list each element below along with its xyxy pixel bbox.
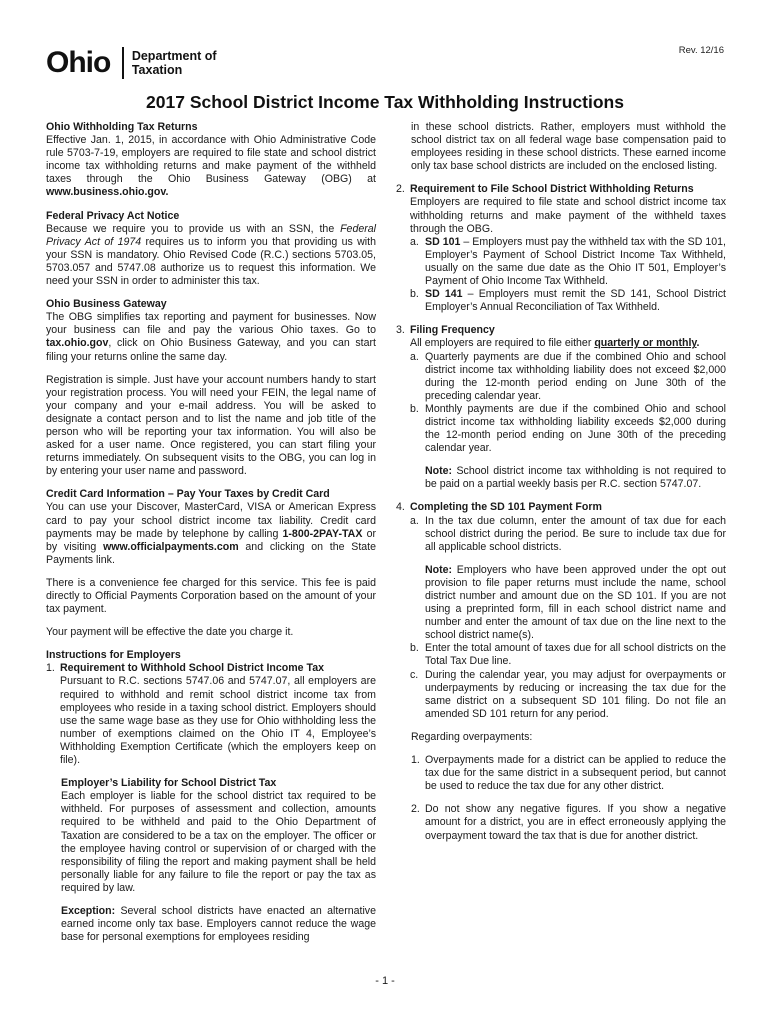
logo-divider bbox=[122, 47, 124, 79]
paragraph: Because we require you to provide us with an SSN, the Federal Privacy Act of 1974 requires us to inform you that providing us with your SSN is mandatory. Ohio Revised Code (R.C.) sections 5703.05, 5703.057 and 5747.08 authorize us to request this information. We need your SSN in order to administer this tax. bbox=[46, 222, 376, 288]
left-column bbox=[46, 121, 376, 954]
revision-date: Rev. 12/16 bbox=[678, 45, 724, 56]
paragraph: There is a convenience fee charged for this service. This fee is paid directly to Official Payments Corporation based on the amount of your tax payment. bbox=[46, 576, 376, 616]
tax-ohio-link[interactable]: tax.ohio.gov bbox=[46, 337, 109, 350]
section-withholding-returns bbox=[46, 121, 376, 200]
section-heading: Ohio Withholding Tax Returns bbox=[46, 121, 198, 133]
paragraph: Effective Jan. 1, 2015, in accordance with Ohio Administrative Code rule 5703-7-19, employers are required to file state and school district income tax withholding returns and make payment of the withheld taxes through the Ohio Business Gateway (OBG) at www.business.ohio.gov. bbox=[46, 134, 376, 199]
list-item-overpayment: 2. Do not show any negative figures. If you show a negative amount for a district, you are in effect erroneously applying the overpayment toward the tax that is due for another district. bbox=[411, 803, 726, 842]
sub-item: b. Monthly payments are due if the combined Ohio and school district income tax withholding liability exceeds $2,000 during the 12-month period ending on June 30th of the preceding calendar year. bbox=[410, 402, 726, 455]
note: Note: School district income tax withholding is not required to be paid on a partial weekly basis per R.C. section 5747.07. bbox=[425, 465, 726, 491]
list-item: 1. Requirement to Withhold School District Income Tax Pursuant to R.C. sections 5747.06 and 5747.07, all employers are required to withhold and remit school district income tax from employees who reside in a taxing school district. Employers should use the same wage base as they use for Ohio withholding less the number of exemptions claimed on the Ohio IT 4, Employee’s Withholding Exemption Certificate (which the employers keep on file). bbox=[46, 662, 376, 767]
logo-dept-line1: Department of bbox=[131, 49, 217, 63]
section-heading: Federal Privacy Act Notice bbox=[46, 209, 180, 222]
section-heading: Regarding overpayments: bbox=[411, 730, 533, 743]
sub-item: b. SD 141 – Employers must remit the SD 141, School District Employer’s Annual Reconciliation of Tax Withheld. bbox=[410, 288, 726, 314]
ohio-taxation-logo bbox=[46, 46, 217, 80]
sub-item: b. Enter the total amount of taxes due for all school districts on the Total Tax Due line. bbox=[410, 642, 726, 668]
paragraph: Do not show any negative figures. If you show a negative amount for a district, you are in effect erroneously applying the overpayment toward the tax that is due for another district. bbox=[425, 803, 726, 842]
paragraph: All employers are required to file either quarterly or monthly. bbox=[410, 337, 700, 350]
section-payment-effective bbox=[46, 626, 376, 639]
list-item-filing-requirement: 2. Requirement to File School District Withholding Returns Employers are required to file state and school district income tax withholding returns and make payment of the withheld taxes through the OBG. a. SD 101 – Employers must pay the withheld tax with the SD 101, Employer’s Payment of School District Income Tax Withheld, usually on the same due date as the Ohio IT 501, Employer’s Payment of Ohio Income Tax Withheld. b. SD 141 – Employers must remit the SD 141, School District Employer’s Annual Reconciliation of Tax Withheld. bbox=[396, 183, 726, 314]
paragraph: Overpayments made for a district can be applied to reduce the tax due for the same district in a subsequent period, but cannot be used to reduce the tax due for any other district. bbox=[425, 754, 726, 793]
right-column bbox=[396, 121, 726, 853]
paragraph: Each employer is liable for the school district tax required to be withheld. For purposes of assessment and collection, amounts required to be withheld and paid to the Ohio Department of Taxation are considered to be a tax on the employer. The officer or the employee having control or supervision of or charged with the responsibility of filing the report and making payment shall be held personally liable for any failure to file the report or pay the tax as required by law. bbox=[61, 790, 376, 894]
section-exception bbox=[46, 905, 376, 944]
section-convenience-fee bbox=[46, 577, 376, 616]
sub-item: a. SD 101 – Employers must pay the withheld tax with the SD 101, Employer’s Payment of School District Income Tax Withheld, usually on the same due date as the Ohio IT 501, Employer’s Payment of Ohio Income Tax Withheld. bbox=[410, 235, 726, 288]
section-employer-instructions bbox=[46, 649, 376, 767]
phone-number: 1-800-2PAY-TAX bbox=[282, 527, 363, 540]
section-credit-card bbox=[46, 488, 376, 567]
paragraph: Registration is simple. Just have your account numbers handy to start your registration process. You will need your FEIN, the legal name of your company and your e-mail address. You will be asked to designate a contact person and to list the name and job title of the person who will be reporting your tax information. You will also be asked for a user name. Once registered, you can start filing your returns immediately. On subsequent visits to the OBG, you can log in by entering your user name and password. bbox=[46, 373, 376, 478]
item-heading: Completing the SD 101 Payment Form bbox=[410, 501, 602, 514]
note: Note: Employers who have been approved under the opt out provision to file paper returns must include the name, school district number and amount due on the SD 101. If you are not using a preprinted form, fill in each school district name and number and enter the amount of tax due on the line next to the school district name(s). bbox=[425, 563, 726, 642]
item-heading: Requirement to Withhold School District Income Tax bbox=[60, 662, 324, 675]
section-employer-liability bbox=[46, 777, 376, 895]
logo-wordmark: Ohio bbox=[46, 46, 111, 79]
sub-item: a. Quarterly payments are due if the combined Ohio and school district income tax withholding liability does not exceed $2,000 during the 12-month period ending on June 30th of the preceding calendar year. bbox=[410, 350, 726, 402]
section-overpayments bbox=[396, 731, 726, 744]
paragraph: Employers are required to file state and school district income tax withholding returns and make payment of the withheld taxes through the OBG. bbox=[410, 196, 726, 235]
page-title: 2017 School District Income Tax Withholding Instructions bbox=[146, 92, 624, 112]
sub-item: c. During the calendar year, you may adjust for overpayments or underpayments by reducing or increasing the tax due for the same district on a subsequent SD 101 filing. Do not file an amended SD 101 return for any period. bbox=[410, 668, 726, 720]
list-item-overpayment: 1. Overpayments made for a district can be applied to reduce the tax due for the same district in a subsequent period, but cannot be used to reduce the tax due for any other district. bbox=[411, 754, 726, 793]
section-heading: Credit Card Information – Pay Your Taxes by Credit Card bbox=[46, 488, 330, 501]
section-heading: Employer’s Liability for School District Tax bbox=[61, 777, 277, 790]
section-heading: Ohio Business Gateway bbox=[46, 298, 167, 311]
paragraph: Exception: Several school districts have enacted an alternative earned income only tax base. Employers cannot reduce the wage base for personal exemptions for employees residing bbox=[61, 904, 376, 944]
paragraph: in these school districts. Rather, employers must withhold the school district tax on all federal wage base compensation paid to employees residing in these school districts. These earned income only tax base school districts are included on the enclosed listing. bbox=[411, 121, 726, 173]
logo-department bbox=[132, 49, 217, 77]
paragraph: You can use your Discover, MasterCard, VISA or American Express card to pay your school district income tax liability. Credit card payments may be made by telephone by calling 1-800-2PAY-TAX or by visiting www.officialpayments.com and clicking on the State Payments link. bbox=[46, 501, 377, 566]
logo-dept-line2: Taxation bbox=[131, 63, 183, 77]
item-heading: Filing Frequency bbox=[410, 324, 495, 337]
section-business-gateway bbox=[46, 298, 376, 363]
paragraph: Pursuant to R.C. sections 5747.06 and 5747.07, all employers are required to withhold and remit school district income tax from employees who reside in a taxing school district. Employers should use the same wage base as they use for Ohio withholding less the number of exemptions claimed on the Ohio IT 4, Employee’s Withholding Exemption Certificate (which the employers keep on file). bbox=[60, 675, 376, 767]
sub-item: a. In the tax due column, enter the amount of tax due for each school district during the period. Be sure to include tax due for all applicable school districts. bbox=[410, 514, 726, 553]
list-item-filing-frequency: 3. Filing Frequency All employers are required to file either quarterly or monthly. a. Quarterly payments are due if the combined Ohio and school district income tax withholding liability does not exceed $2,000 during the 12-month period ending on June 30th of the preceding calendar year. b. Monthly payments are due if the combined Ohio and school district income tax withholding liability exceeds $2,000 during the 12-month period ending on June 30th of the preceding calendar year. Note: School district income tax withholding is not required to be paid on a partial weekly basis per R.C. section 5747.07. bbox=[396, 324, 726, 491]
paragraph: Your payment will be effective the date you charge it. bbox=[46, 626, 294, 639]
section-privacy-notice bbox=[46, 210, 376, 289]
official-payments-link[interactable]: www.officialpayments.com bbox=[103, 540, 239, 553]
page-number: - 1 - bbox=[375, 975, 395, 987]
business-gateway-link[interactable]: www.business.ohio.gov. bbox=[46, 186, 169, 199]
section-heading: Instructions for Employers bbox=[46, 649, 181, 662]
section-registration bbox=[46, 374, 376, 479]
item-heading: Requirement to File School District Withholding Returns bbox=[410, 183, 694, 196]
paragraph: The OBG simplifies tax reporting and payment for businesses. Now your business can file and pay the various Ohio taxes. Go to tax.ohio.gov, click on Ohio Business Gateway, and you can start filing your returns online the same day. bbox=[46, 311, 376, 363]
list-item-sd101: 4. Completing the SD 101 Payment Form a. In the tax due column, enter the amount of tax due for each school district during the period. Be sure to include tax due for all applicable school districts. Note: Employers who have been approved under the opt out provision to file paper returns must include the name, school district number and amount due on the SD 101. If you are not using a preprinted form, fill in each school district name and number and enter the amount of tax due on the line next to the school district name(s). b. Enter the total amount of taxes due for all school districts on the Total Tax Due line. c. During the calendar year, you may adjust for overpayments or underpayments by reducing or increasing the tax due for the same district on a subsequent SD 101 filing. Do not file an amended SD 101 return for any period. bbox=[396, 501, 726, 720]
section-continued bbox=[396, 121, 726, 173]
